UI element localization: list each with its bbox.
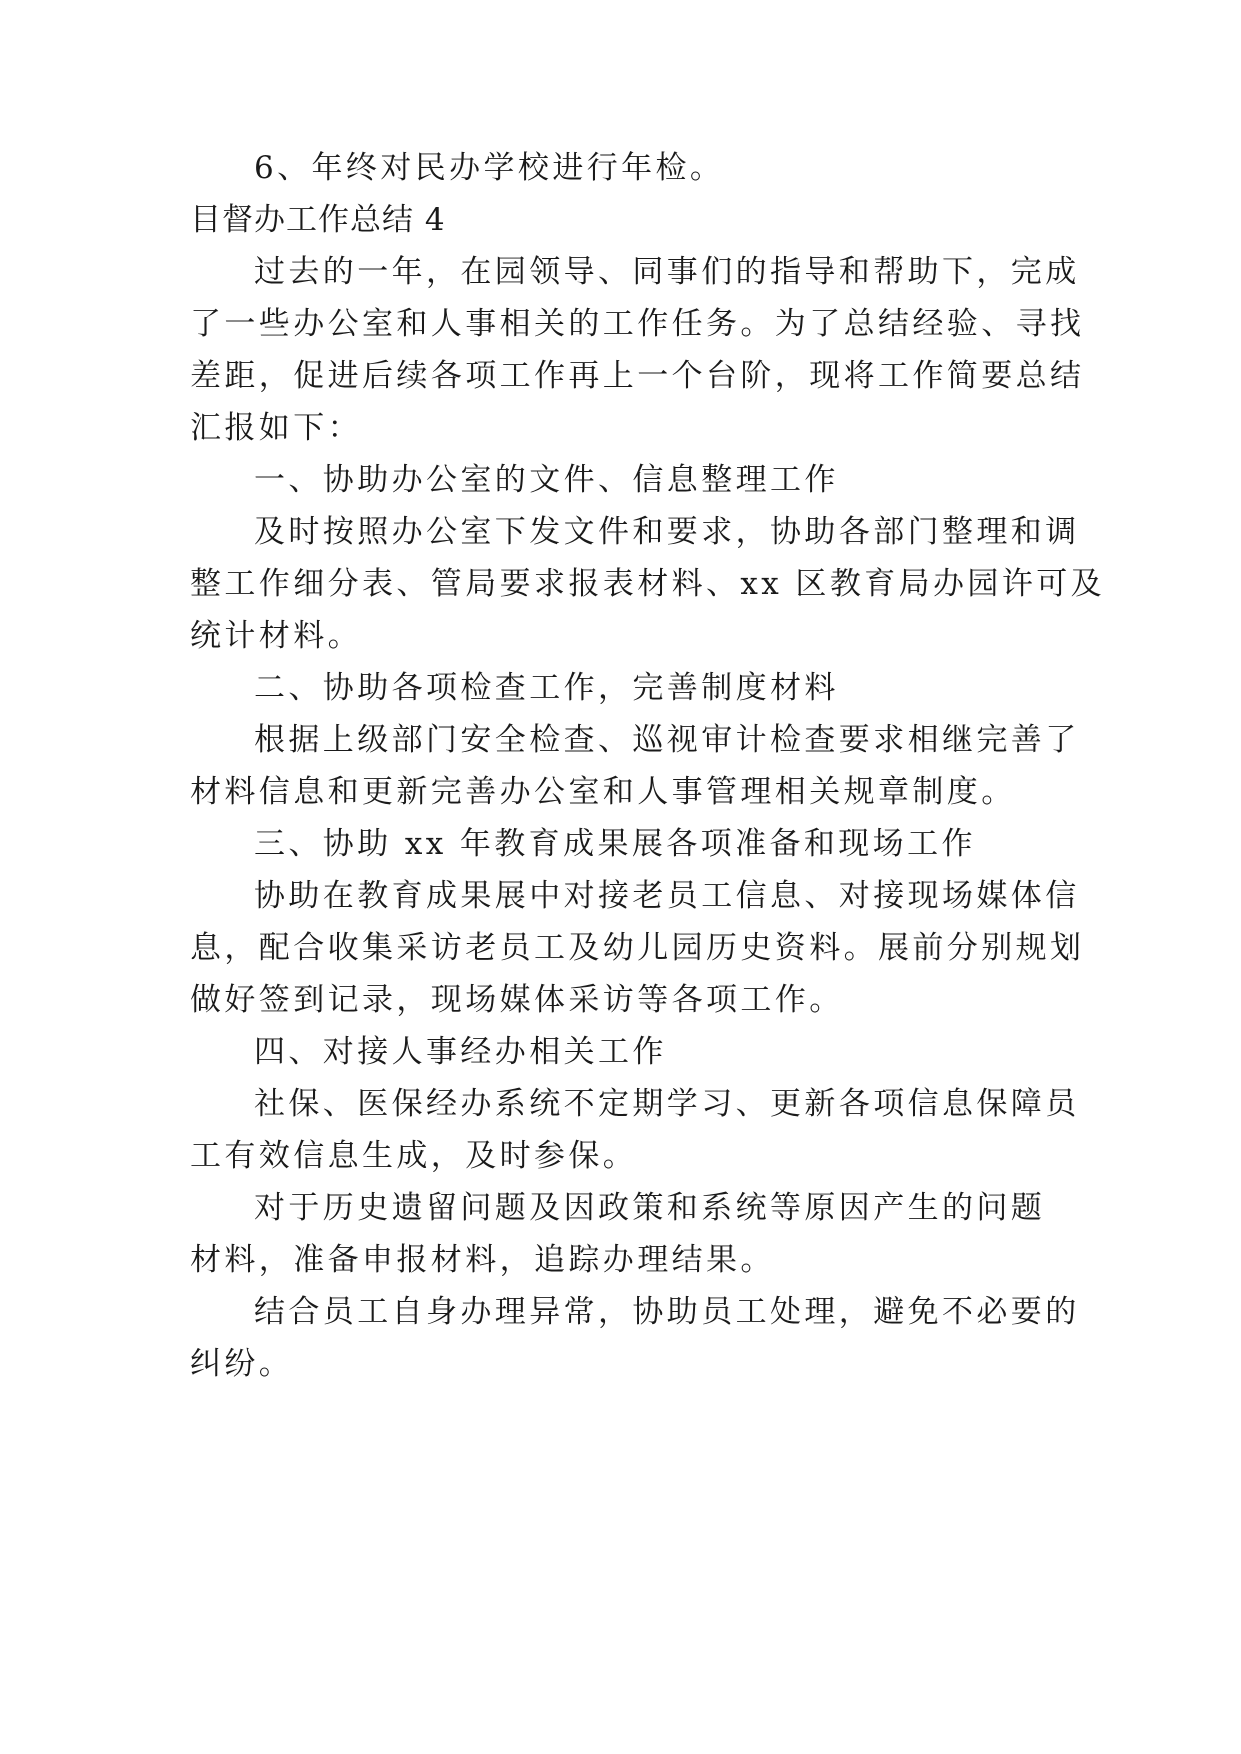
paragraph-intro-line-3: 差距，促进后续各项工作再上一个台阶，现将工作简要总结 [190, 358, 1085, 394]
paragraph-1-line-3: 统计材料。 [190, 618, 362, 654]
paragraph-4-line-2: 工有效信息生成，及时参保。 [190, 1138, 638, 1174]
paragraph-intro-line-4: 汇报如下： [190, 410, 362, 446]
paragraph-6-line-1: 结合员工自身办理异常，协助员工处理，避免不必要的 [254, 1294, 1080, 1330]
paragraph-4-line-1: 社保、医保经办系统不定期学习、更新各项信息保障员 [254, 1086, 1080, 1122]
paragraph-3-line-2: 息，配合收集采访老员工及幼儿园历史资料。展前分别规划 [190, 930, 1085, 966]
subheading-3: 三、协助 xx 年教育成果展各项准备和现场工作 [254, 826, 976, 862]
paragraph-intro-line-2: 了一些办公室和人事相关的工作任务。为了总结经验、寻找 [190, 306, 1085, 342]
paragraph-1-line-1: 及时按照办公室下发文件和要求，协助各部门整理和调 [254, 514, 1080, 550]
paragraph-3-line-3: 做好签到记录，现场媒体采访等各项工作。 [190, 982, 844, 1018]
subheading-1: 一、协助办公室的文件、信息整理工作 [254, 462, 839, 498]
paragraph-3-line-1: 协助在教育成果展中对接老员工信息、对接现场媒体信 [254, 878, 1080, 914]
paragraph-2-line-1: 根据上级部门安全检查、巡视审计检查要求相继完善了 [254, 722, 1080, 758]
subheading-2: 二、协助各项检查工作，完善制度材料 [254, 670, 839, 706]
list-item-6: 6、年终对民办学校进行年检。 [254, 150, 725, 186]
paragraph-intro-line-1: 过去的一年，在园领导、同事们的指导和帮助下，完成 [254, 254, 1080, 290]
section-title: 目督办工作总结 4 [190, 202, 446, 238]
paragraph-5-line-2: 材料，准备申报材料，追踪办理结果。 [190, 1242, 775, 1278]
paragraph-6-line-2: 纠纷。 [190, 1346, 294, 1382]
subheading-4: 四、对接人事经办相关工作 [254, 1034, 667, 1070]
paragraph-5-line-1: 对于历史遗留问题及因政策和系统等原因产生的问题 [254, 1190, 1046, 1226]
paragraph-2-line-2: 材料信息和更新完善办公室和人事管理相关规章制度。 [190, 774, 1016, 810]
paragraph-1-line-2: 整工作细分表、管局要求报表材料、xx 区教育局办园许可及 [190, 566, 1106, 602]
